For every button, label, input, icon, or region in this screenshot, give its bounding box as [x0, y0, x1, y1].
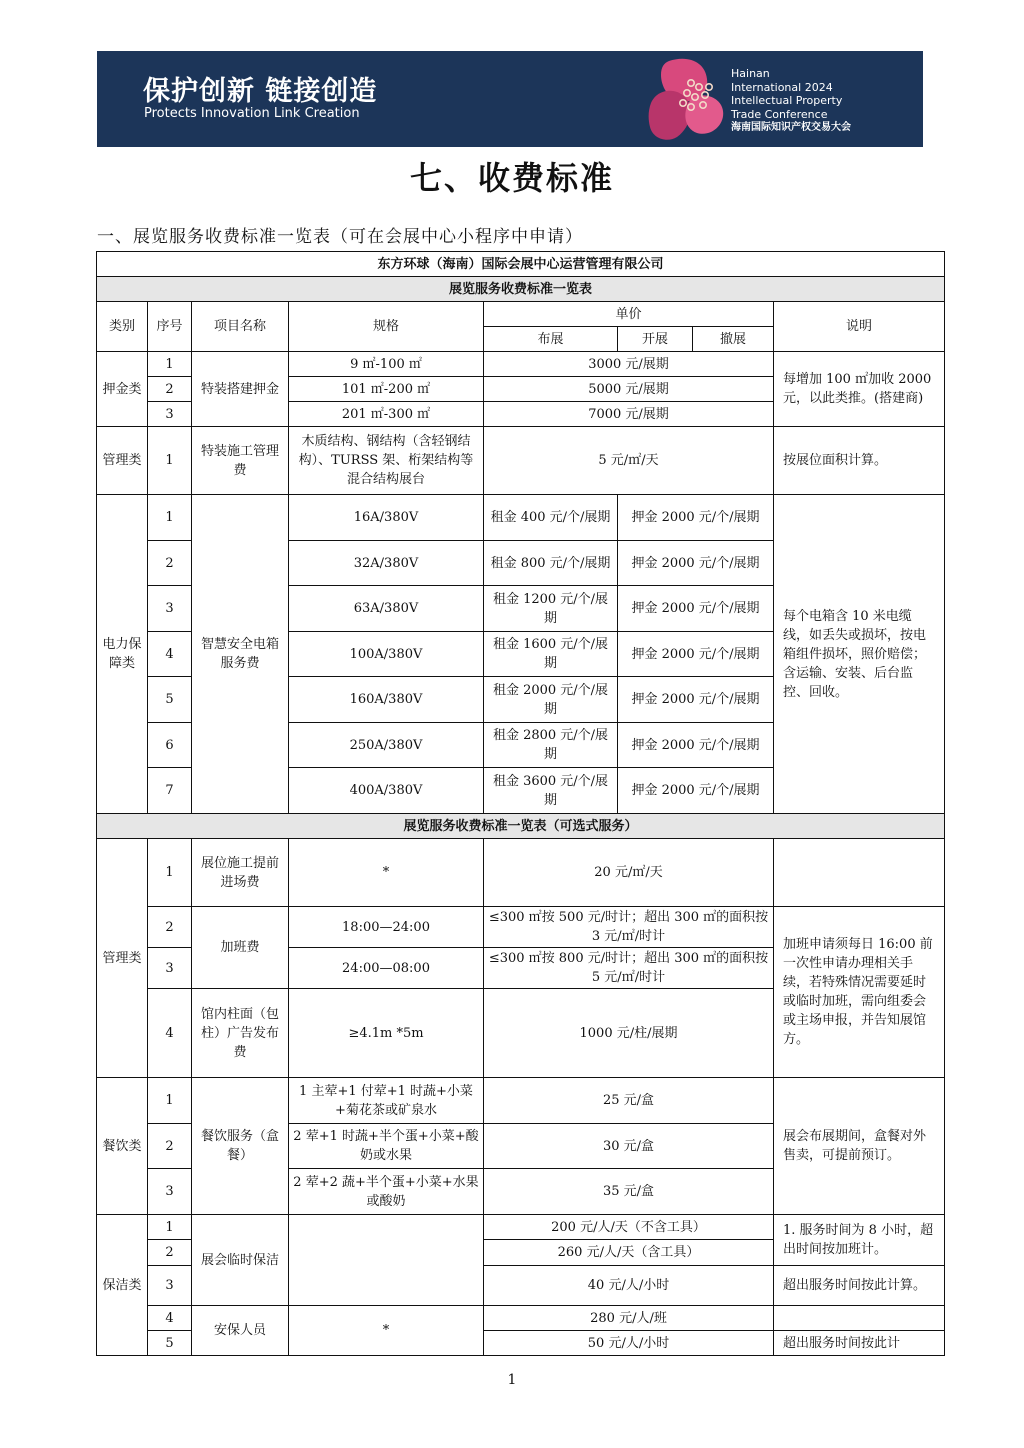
header-item: 项目名称 — [192, 302, 289, 352]
spec-cell: 101 ㎡-200 ㎡ — [289, 377, 484, 402]
category-cell: 保洁类 — [97, 1215, 148, 1356]
deposit-cell: 押金 2000 元/个/展期 — [618, 541, 774, 586]
seq-cell: 3 — [148, 402, 192, 427]
seq-cell: 1 — [148, 427, 192, 495]
table-band-title: 展览服务收费标准一览表 — [97, 277, 945, 302]
rent-cell: 租金 1600 元/个/展期 — [484, 632, 618, 677]
price-cell: 5 元/㎡/天 — [484, 427, 774, 495]
category-cell: 管理类 — [97, 839, 148, 1078]
header-price: 单价 — [484, 302, 774, 327]
seq-cell: 3 — [148, 586, 192, 632]
conference-line: International 2024 — [731, 80, 833, 94]
conference-name-cn: 海南国际知识产权交易大会 — [731, 122, 851, 133]
seq-cell: 1 — [148, 495, 192, 541]
deposit-cell: 押金 2000 元/个/展期 — [618, 723, 774, 768]
header-banner — [97, 51, 923, 147]
seq-cell: 2 — [148, 377, 192, 402]
item-cell: 智慧安全电箱服务费 — [192, 495, 289, 814]
rent-cell: 租金 400 元/个/展期 — [484, 495, 618, 541]
price-cell: 200 元/人/天（不含工具） — [484, 1215, 774, 1240]
header-teardown: 撤展 — [693, 327, 774, 352]
note-cell — [774, 1306, 945, 1331]
conference-logo-icon — [647, 53, 727, 145]
price-cell: 25 元/盒 — [484, 1078, 774, 1124]
seq-cell: 1 — [148, 839, 192, 907]
spec-cell: 160A/380V — [289, 677, 484, 723]
note-cell: 加班申请须每日 16:00 前一次性申请办理相关手续，若特殊情况需要延时或临时加班，需向组委会或主场申报，并告知展馆方。 — [774, 907, 945, 1078]
banner-slogan-cn: 保护创新 链接创造 — [143, 76, 378, 107]
note-cell: 超出服务时间按此计算。 — [774, 1266, 945, 1306]
conference-line: Intellectual Property — [731, 94, 843, 107]
spec-cell: 木质结构、钢结构（含轻钢结构）、TURSS 架、桁架结构等混合结构展台 — [289, 427, 484, 495]
seq-cell: 2 — [148, 907, 192, 948]
price-cell: 7000 元/展期 — [484, 402, 774, 427]
seq-cell: 2 — [148, 541, 192, 586]
spec-cell: 201 ㎡-300 ㎡ — [289, 402, 484, 427]
seq-cell: 4 — [148, 632, 192, 677]
price-cell: 50 元/人/小时 — [484, 1331, 774, 1356]
spec-cell: 63A/380V — [289, 586, 484, 632]
table-band-title: 展览服务收费标准一览表（可选式服务） — [97, 814, 945, 839]
item-cell: 特装搭建押金 — [192, 352, 289, 427]
rent-cell: 租金 1200 元/个/展期 — [484, 586, 618, 632]
conference-name — [731, 67, 851, 135]
deposit-cell: 押金 2000 元/个/展期 — [618, 677, 774, 723]
item-cell: 餐饮服务（盒餐） — [192, 1078, 289, 1215]
price-cell: 280 元/人/班 — [484, 1306, 774, 1331]
spec-cell: 250A/380V — [289, 723, 484, 768]
category-cell: 押金类 — [97, 352, 148, 427]
table-row — [97, 1078, 945, 1124]
category-cell: 电力保障类 — [97, 495, 148, 814]
seq-cell: 3 — [148, 1169, 192, 1215]
seq-cell: 1 — [148, 352, 192, 377]
page-title: 七、收费标准 — [409, 159, 614, 197]
seq-cell: 5 — [148, 1331, 192, 1356]
conference-line: Trade Conference — [731, 107, 828, 121]
table-row — [97, 352, 945, 377]
seq-cell: 1 — [148, 1078, 192, 1124]
rent-cell: 租金 2000 元/个/展期 — [484, 677, 618, 723]
seq-cell: 4 — [148, 1306, 192, 1331]
table-row — [97, 839, 945, 907]
seq-cell: 6 — [148, 723, 192, 768]
seq-cell: 2 — [148, 1124, 192, 1169]
item-cell: 安保人员 — [192, 1306, 289, 1356]
note-cell — [774, 839, 945, 907]
rent-cell: 租金 800 元/个/展期 — [484, 541, 618, 586]
table-row — [97, 495, 945, 541]
header-spec: 规格 — [289, 302, 484, 352]
banner-slogan-en: Protects Innovation Link Creation — [144, 106, 360, 121]
item-cell: 展会临时保洁 — [192, 1215, 289, 1306]
spec-cell: 1 主荤+1 付荤+1 时蔬+小菜+菊花茶或矿泉水 — [289, 1078, 484, 1124]
seq-cell: 7 — [148, 768, 192, 814]
item-cell: 馆内柱面（包柱）广告发布费 — [192, 989, 289, 1078]
seq-cell: 1 — [148, 1215, 192, 1240]
spec-cell: ≥4.1m *5m — [289, 989, 484, 1078]
note-cell: 超出服务时间按此计 — [774, 1331, 945, 1356]
item-cell: 展位施工提前进场费 — [192, 839, 289, 907]
price-cell: 260 元/人/天（含工具） — [484, 1240, 774, 1266]
price-cell: 5000 元/展期 — [484, 377, 774, 402]
spec-cell: 2 荤+1 时蔬+半个蛋+小菜+酸奶或水果 — [289, 1124, 484, 1169]
table-row — [97, 907, 945, 948]
spec-cell — [289, 1215, 484, 1306]
table-row — [97, 1215, 945, 1240]
item-cell: 加班费 — [192, 907, 289, 989]
price-cell: 40 元/人/小时 — [484, 1266, 774, 1306]
item-cell: 特装施工管理费 — [192, 427, 289, 495]
spec-cell: 9 ㎡-100 ㎡ — [289, 352, 484, 377]
price-cell: ≤300 ㎡按 500 元/时计；超出 300 ㎡的面积按 3 元/㎡/时计 — [484, 907, 774, 948]
note-cell: 按展位面积计算。 — [774, 427, 945, 495]
spec-cell: * — [289, 1306, 484, 1356]
price-cell: 3000 元/展期 — [484, 352, 774, 377]
seq-cell: 2 — [148, 1240, 192, 1266]
section-heading: 一、展览服务收费标准一览表（可在会展中心小程序中申请） — [97, 227, 583, 247]
seq-cell: 5 — [148, 677, 192, 723]
spec-cell: * — [289, 839, 484, 907]
fee-table — [96, 251, 945, 1356]
rent-cell: 租金 2800 元/个/展期 — [484, 723, 618, 768]
note-cell: 1. 服务时间为 8 小时，超出时间按加班计。 — [774, 1215, 945, 1266]
header-setup: 布展 — [484, 327, 618, 352]
note-cell: 展会布展期间，盒餐对外售卖，可提前预订。 — [774, 1078, 945, 1215]
spec-cell: 24:00—08:00 — [289, 948, 484, 989]
deposit-cell: 押金 2000 元/个/展期 — [618, 632, 774, 677]
page-number: 1 — [507, 1372, 517, 1388]
seq-cell: 3 — [148, 948, 192, 989]
spec-cell: 32A/380V — [289, 541, 484, 586]
seq-cell: 4 — [148, 989, 192, 1078]
spec-cell: 100A/380V — [289, 632, 484, 677]
header-open: 开展 — [618, 327, 693, 352]
header-seq: 序号 — [148, 302, 192, 352]
rent-cell: 租金 3600 元/个/展期 — [484, 768, 618, 814]
note-cell: 每个电箱含 10 米电缆线，如丢失或损坏，按电箱组件损坏，照价赔偿；含运输、安装、后台监控、回收。 — [774, 495, 945, 814]
price-cell: 1000 元/柱/展期 — [484, 989, 774, 1078]
company-name: 东方环球（海南）国际会展中心运营管理有限公司 — [97, 252, 945, 277]
price-cell: 35 元/盒 — [484, 1169, 774, 1215]
deposit-cell: 押金 2000 元/个/展期 — [618, 768, 774, 814]
price-cell: ≤300 ㎡按 800 元/时计；超出 300 ㎡的面积按 5 元/㎡/时计 — [484, 948, 774, 989]
spec-cell: 16A/380V — [289, 495, 484, 541]
note-cell: 每增加 100 ㎡加收 2000 元，以此类推。(搭建商) — [774, 352, 945, 427]
deposit-cell: 押金 2000 元/个/展期 — [618, 586, 774, 632]
spec-cell: 18:00—24:00 — [289, 907, 484, 948]
table-row — [97, 1306, 945, 1331]
deposit-cell: 押金 2000 元/个/展期 — [618, 495, 774, 541]
seq-cell: 3 — [148, 1266, 192, 1306]
price-cell: 20 元/㎡/天 — [484, 839, 774, 907]
header-note: 说明 — [774, 302, 945, 352]
spec-cell: 2 荤+2 蔬+半个蛋+小菜+水果或酸奶 — [289, 1169, 484, 1215]
conference-line: Hainan — [731, 67, 770, 80]
spec-cell: 400A/380V — [289, 768, 484, 814]
category-cell: 餐饮类 — [97, 1078, 148, 1215]
category-cell: 管理类 — [97, 427, 148, 495]
header-category: 类别 — [97, 302, 148, 352]
price-cell: 30 元/盒 — [484, 1124, 774, 1169]
table-row — [97, 427, 945, 495]
